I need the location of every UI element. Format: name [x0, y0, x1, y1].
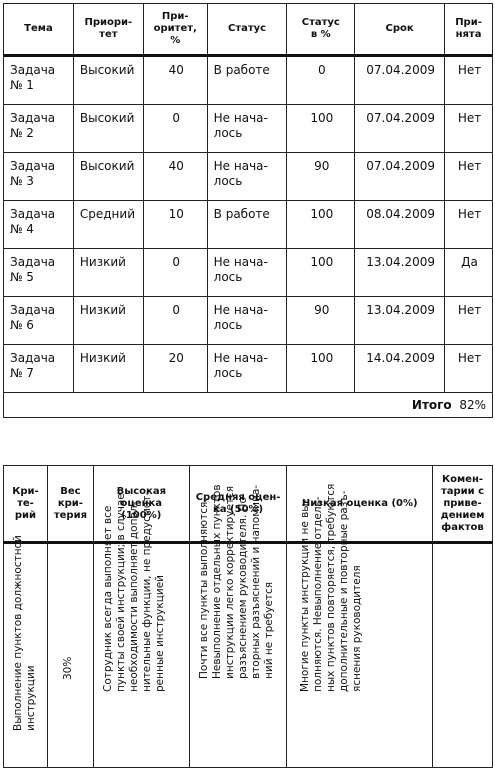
- table-cell: Не нача- лось: [207, 297, 287, 345]
- table-cell: Нет: [445, 153, 493, 201]
- table-row: [4, 153, 493, 201]
- column-header: Тема: [4, 4, 74, 56]
- table-cell: В работе: [207, 201, 287, 249]
- table-cell: Задача № 1: [4, 56, 74, 105]
- table-cell: Высокий: [73, 56, 143, 105]
- table-cell: 13.04.2009: [355, 249, 445, 297]
- table-cell: В работе: [207, 56, 287, 105]
- table-cell: Нет: [445, 56, 493, 105]
- weight-text: 30%: [61, 656, 74, 680]
- table-cell: Низкий: [73, 345, 143, 393]
- table-cell: Средний: [73, 201, 143, 249]
- low-score-text: Многие пункты инструкции не вы- полняются. Невыполнение отдель- ных пунктов повторяется, требуются дополнительные и повторные разъ- яснения руководителя: [299, 483, 364, 692]
- table-cell: Задача № 4: [4, 201, 74, 249]
- table-cell: 100: [287, 345, 355, 393]
- table-cell: Нет: [445, 105, 493, 153]
- column-header: При- нята: [445, 4, 493, 56]
- table-row: [4, 201, 493, 249]
- table-cell: Задача № 7: [4, 345, 74, 393]
- table-cell: Да: [445, 249, 493, 297]
- table-cell: 100: [287, 249, 355, 297]
- comments-cell: [433, 543, 493, 768]
- table-cell: Задача № 2: [4, 105, 74, 153]
- table-cell: 90: [287, 153, 355, 201]
- table-cell: 20: [143, 345, 207, 393]
- table-cell: Не нача- лось: [207, 105, 287, 153]
- table-cell: Высокий: [73, 105, 143, 153]
- criterion-cell: [4, 535, 48, 768]
- table-cell: 0: [143, 297, 207, 345]
- table-cell: Задача № 6: [4, 297, 74, 345]
- table-cell: Низкий: [73, 249, 143, 297]
- column-header: При- оритет, %: [143, 4, 207, 56]
- column-header: Срок: [355, 4, 445, 56]
- total-cell: [4, 393, 493, 418]
- medium-score-text: Почти все пункты выполняются. Невыполнение отдельных пунктов инструкции легко корректируется разъяснением руководителя. По- вторных разъяснений и напомина- ний не требуется: [197, 484, 275, 679]
- table-cell: Задача № 3: [4, 153, 74, 201]
- table-cell: 0: [287, 56, 355, 105]
- table-row: [4, 249, 493, 297]
- criteria-column-header: Кри- те- рий: [4, 466, 48, 543]
- table-cell: 10: [143, 201, 207, 249]
- column-header: Статус в %: [287, 4, 355, 56]
- table-cell: Высокий: [73, 153, 143, 201]
- table-cell: Нет: [445, 345, 493, 393]
- weight-cell: [47, 543, 93, 768]
- table-cell: Задача № 5: [4, 249, 74, 297]
- table-cell: 100: [287, 201, 355, 249]
- table-row: [4, 56, 493, 105]
- table-cell: 0: [143, 249, 207, 297]
- total-value: 82%: [459, 397, 486, 412]
- table-cell: 40: [143, 56, 207, 105]
- table-cell: Не нача- лось: [207, 153, 287, 201]
- table-cell: Нет: [445, 201, 493, 249]
- table-row: [4, 345, 493, 393]
- criterion-text: Выполнение пунктов должностной инструкции: [12, 535, 37, 731]
- total-label: Итого: [411, 397, 452, 412]
- column-header: Приори- тет: [73, 4, 143, 56]
- task-status-table: [3, 3, 493, 418]
- task-table-body: [4, 56, 493, 393]
- criteria-column-header: Комен- тарии с приве- дением фактов: [433, 466, 493, 543]
- table-row: [4, 297, 493, 345]
- table-cell: 0: [143, 105, 207, 153]
- table-header-row: [4, 4, 493, 56]
- criteria-row: [4, 543, 493, 768]
- criteria-column-header: Низкая оценка (0%): [287, 466, 433, 543]
- table-cell: 07.04.2009: [355, 153, 445, 201]
- column-header: Статус: [207, 4, 287, 56]
- evaluation-criteria-table: [3, 465, 493, 768]
- total-row: [4, 393, 493, 418]
- criteria-column-header: Вес кри- терия: [47, 466, 93, 543]
- table-cell: 90: [287, 297, 355, 345]
- criteria-column-header: Средняя оцен- ка (50%): [189, 466, 287, 543]
- table-cell: Нет: [445, 297, 493, 345]
- table-cell: 07.04.2009: [355, 56, 445, 105]
- table-cell: 100: [287, 105, 355, 153]
- table-cell: 07.04.2009: [355, 105, 445, 153]
- criteria-column-header: Высокая оценка (100%): [93, 466, 189, 543]
- table-cell: 40: [143, 153, 207, 201]
- table-cell: 08.04.2009: [355, 201, 445, 249]
- table-cell: Не нача- лось: [207, 345, 287, 393]
- table-row: [4, 105, 493, 153]
- table-cell: Низкий: [73, 297, 143, 345]
- table-cell: 14.04.2009: [355, 345, 445, 393]
- high-score-text: Сотрудник всегда выполняет все пункты своей инструкции; в случае необходимости выполняет допол- нительные функции, не предусмот- ренные инструкцией: [101, 491, 166, 692]
- table-cell: 13.04.2009: [355, 297, 445, 345]
- table-cell: Не нача- лось: [207, 249, 287, 297]
